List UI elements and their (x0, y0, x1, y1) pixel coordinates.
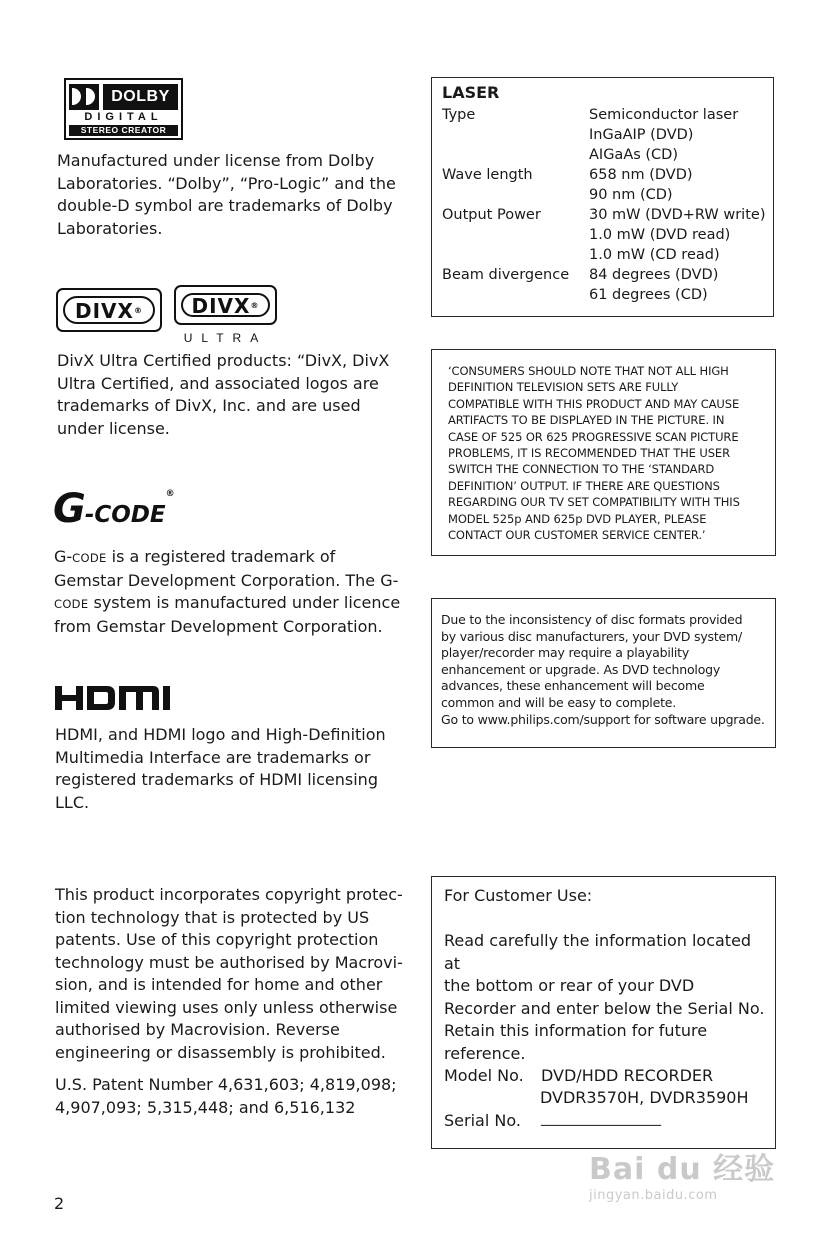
gcode-trademark-text (54, 546, 404, 638)
disc-line: advances, these enhancement will become (441, 678, 705, 694)
copyright-text (55, 884, 405, 1064)
spec-label: Beam divergence (442, 267, 570, 283)
hdtv-notice-text (448, 363, 772, 543)
disc-line: by various disc manufacturers, your DVD system/ (441, 628, 743, 644)
watermark (589, 1144, 775, 1203)
dolby-logo (64, 78, 183, 140)
patent-line: 4,907,093; 5,315,448; and 6,516,132 (55, 1097, 356, 1117)
copyright-line: technology must be authorised by Macrovi- (55, 952, 403, 972)
customer-body-line: reference. (444, 1043, 526, 1063)
customer-body-line: Retain this information for future (444, 1021, 708, 1040)
customer-body-line: Read carefully the information located at (444, 931, 752, 973)
notice-line: DEFINITION TELEVISION SETS ARE FULLY (448, 380, 679, 395)
notice-line: ARTIFACTS TO BE DISPLAYED IN THE PICTURE. IN (448, 413, 725, 428)
spec-value: 30 mW (DVD+RW write) (589, 207, 766, 223)
notice-line: DEFINITION’ OUTPUT. IF THERE ARE QUESTIONS (448, 478, 720, 493)
watermark-url: jingyan.baidu.com (589, 1188, 718, 1203)
patent-text (55, 1074, 405, 1119)
gcode-logo-rest: -CODE (84, 502, 166, 528)
spec-value: 90 nm (CD) (589, 187, 673, 203)
serial-value-line: _______________ (541, 1107, 661, 1126)
customer-body-line: the bottom or rear of your DVD (444, 976, 695, 995)
hdtv-notice-box (431, 349, 776, 556)
spec-value: 658 nm (DVD) (589, 167, 693, 183)
notice-line: CASE OF 525 OR 625 PROGRESSIVE SCAN PICTURE (448, 429, 739, 444)
model-value: DVD/HDD RECORDER (541, 1066, 714, 1085)
gcode-logo (53, 486, 175, 532)
gcode-logo-g: G (53, 486, 85, 532)
hdmi-trademark-text: HDMI, and HDMI logo and High-Definition Multimedia Interface are trademarks or registered trademarks of HDMI licensing LLC. (55, 725, 386, 812)
dolby-trademark-text: Manufactured under license from Dolby Laboratories. “Dolby”, “Pro-Logic” and the double-D symbol are trademarks of Dolby Laboratories. (57, 151, 396, 238)
customer-body (444, 930, 772, 1065)
disc-line: Go to www.philips.com/support for software upgrade. (441, 711, 765, 727)
gcode-text-code2: CODE (54, 597, 89, 611)
hdmi-logo (55, 686, 177, 710)
copyright-line: authorised by Macrovision. Reverse (55, 1020, 340, 1039)
model-value: DVDR3570H, DVDR3590H (540, 1088, 749, 1107)
spec-value: InGaAIP (DVD) (589, 127, 694, 143)
copyright-line: limited viewing uses only unless otherwise (55, 997, 398, 1017)
spec-label: Output Power (442, 207, 541, 223)
laser-title: LASER (442, 83, 500, 102)
double-d-icon (69, 84, 99, 110)
notice-line: CONTACT OUR CUSTOMER SERVICE CENTER.’ (448, 528, 706, 543)
spec-label: Type (442, 107, 476, 123)
patent-line: U.S. Patent Number 4,631,603; 4,819,098; (55, 1075, 397, 1094)
gcode-text-code1: CODE (72, 551, 107, 565)
customer-body-line: Recorder and enter below the Serial No. (444, 998, 765, 1018)
gcode-text-g1: G- (54, 547, 73, 566)
notice-line: ‘CONSUMERS SHOULD NOTE THAT NOT ALL HIGH (448, 364, 729, 378)
dolby-logo-word: DOLBY (103, 84, 178, 110)
divx-trademark-text: DivX Ultra Certified products: “DivX, DivX Ultra Certified, and associated logos are trademarks of DivX, Inc. and are used under license. (57, 351, 390, 438)
divx-ultra-label: ULTRA (183, 331, 268, 345)
divx-logo-reg: ® (133, 306, 143, 315)
customer-heading: For Customer Use: (444, 886, 593, 905)
divx-ultra-logo-word: DIVX (191, 294, 251, 318)
watermark-logo: Bai du 经验 (589, 1152, 776, 1187)
spec-value: 84 degrees (DVD) (589, 267, 719, 283)
spec-value: Semiconductor laser (589, 107, 739, 123)
disc-line: common and will be easy to complete. (441, 694, 677, 710)
gcode-text-part2: system is manufactured under licence from Gemstar Development Corporation. (54, 593, 401, 636)
disc-line: enhancement or upgrade. As DVD technology (441, 661, 721, 677)
model-label: Model No. (444, 1066, 524, 1085)
notice-line: PROBLEMS, IT IS RECOMMENDED THAT THE USER (448, 446, 730, 461)
divx-ultra-logo (174, 285, 277, 345)
disc-format-text (441, 612, 775, 728)
spec-value: 1.0 mW (DVD read) (589, 227, 731, 243)
spec-value: AIGaAs (CD) (589, 147, 679, 163)
copyright-line: tion technology that is protected by US (55, 907, 370, 927)
dolby-logo-stereo: STEREO CREATOR (69, 125, 178, 136)
disc-line: Due to the inconsistency of disc formats provided (441, 612, 743, 627)
divx-logo-word: DIVX (75, 299, 134, 323)
serial-label: Serial No. (444, 1111, 521, 1130)
spec-value: 1.0 mW (CD read) (589, 247, 720, 263)
gcode-logo-mark: ® (165, 489, 175, 499)
gcode-text-part1: is a registered trademark of Gemstar Development Corporation. The G- (54, 547, 399, 590)
copyright-line: This product incorporates copyright protec- (55, 885, 403, 904)
notice-line: REGARDING OUR TV SET COMPATIBILITY WITH THIS (448, 495, 740, 510)
divx-ultra-logo-reg: ® (250, 301, 260, 310)
spec-label: Wave length (442, 167, 533, 183)
divx-logo (56, 288, 162, 332)
disc-line: player/recorder may require a playability (441, 645, 690, 661)
dolby-logo-digital: DIGITAL (84, 111, 163, 123)
customer-use-box (431, 876, 776, 1149)
spec-value: 61 degrees (CD) (589, 287, 708, 303)
laser-spec-box (431, 77, 774, 317)
notice-line: MODEL 525p AND 625p DVD PLAYER, PLEASE (448, 511, 707, 526)
notice-line: COMPATIBLE WITH THIS PRODUCT AND MAY CAUSE (448, 396, 740, 411)
copyright-line: sion, and is intended for home and other (55, 975, 383, 994)
page-number: 2 (54, 1194, 65, 1213)
copyright-line: patents. Use of this copyright protection (55, 930, 379, 949)
notice-line: SWITCH THE CONNECTION TO THE ‘STANDARD (448, 462, 715, 477)
disc-format-box (431, 598, 776, 748)
copyright-line: engineering or disassembly is prohibited. (55, 1042, 386, 1062)
